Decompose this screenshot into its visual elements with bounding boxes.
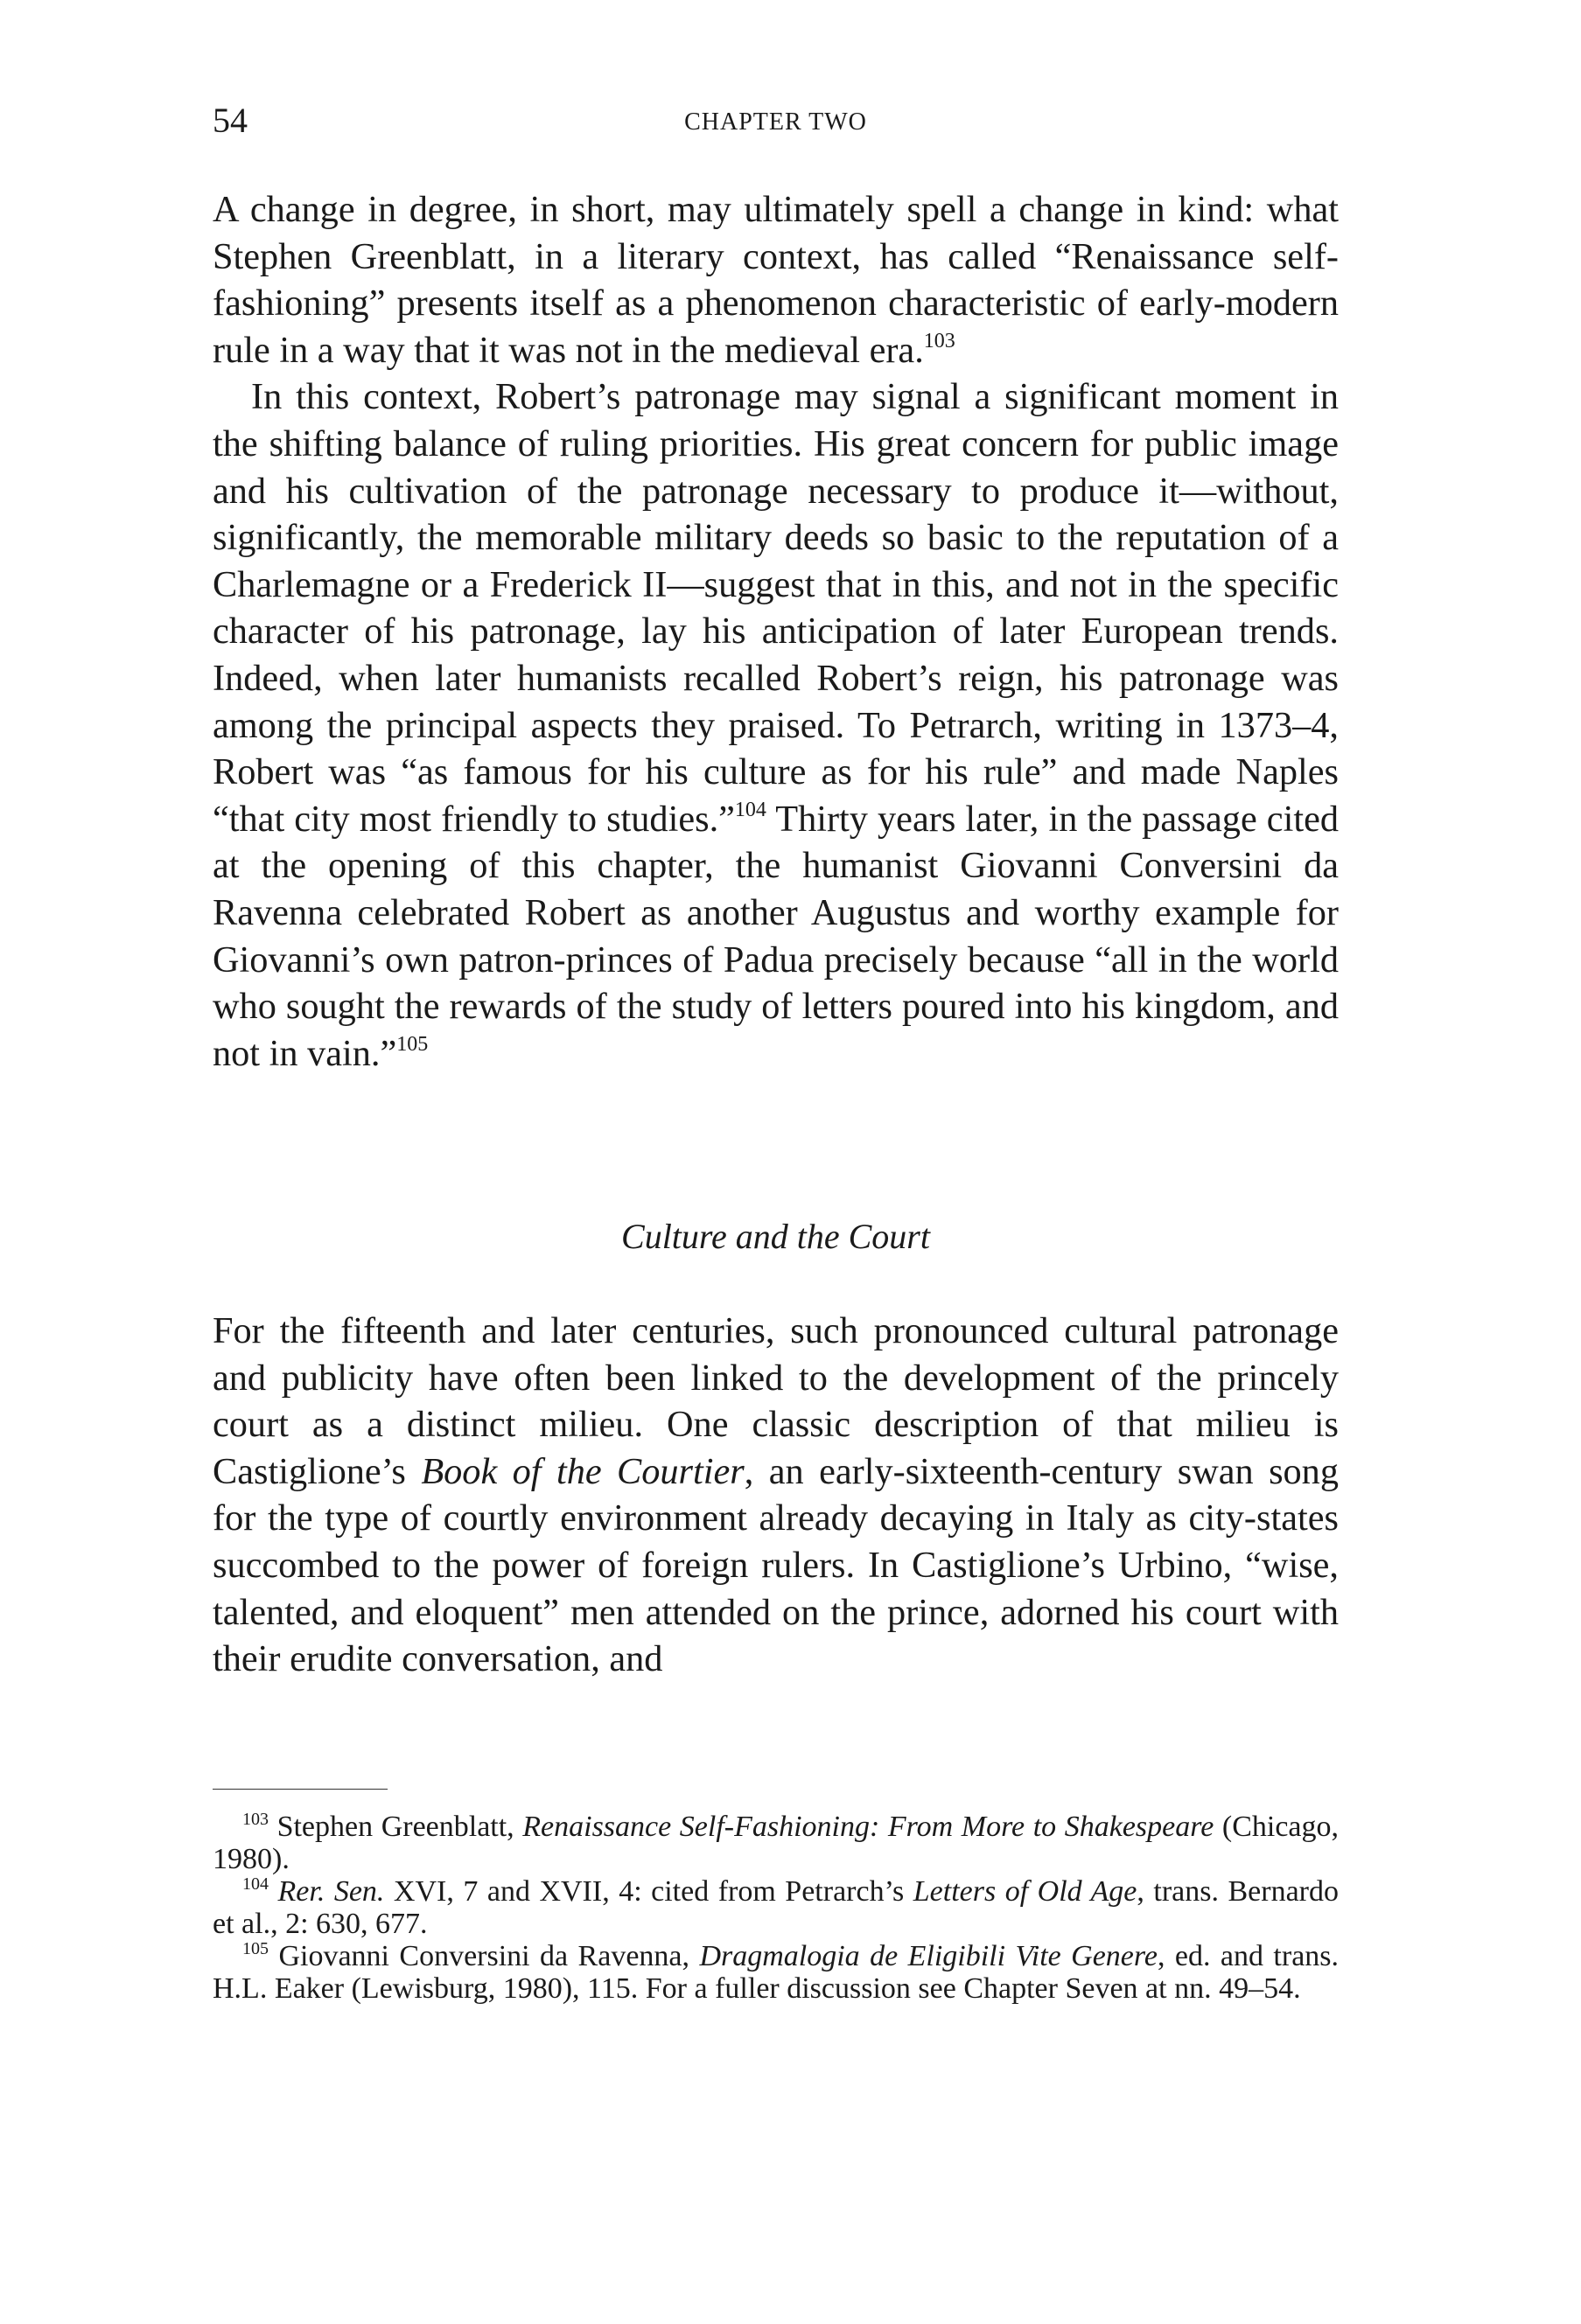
footnote-text: , trans. Bernardo et al., 2: 630, 677. — [213, 1875, 1339, 1940]
footnote-text: Giovanni Conversini da Ravenna, — [278, 1940, 700, 1972]
paragraph-2 — [213, 373, 1339, 1077]
footnote-title: Dragmalogia de Eligibili Vite Genere — [699, 1940, 1158, 1972]
footnote-105 — [213, 1940, 1339, 2005]
section-heading: Culture and the Court — [621, 1217, 930, 1256]
running-head — [213, 98, 1339, 150]
footnote-divider — [213, 1789, 388, 1790]
footnote-ref-104[interactable]: 104 — [734, 798, 766, 821]
footnote-number: 104 — [242, 1874, 269, 1894]
footnote-text: Stephen Greenblatt, — [276, 1811, 523, 1843]
paragraph-2-text-b: Thirty years later, in the passage cited at the opening of this chapter, the humanist Giovanni Conversini da Ravenna celebrated Robert as another Augustus and worthy example for Giovanni’s own patron-princes of Padua precisely because “all in the world who sought the rewards of the study of letters poured into his kingdom, and not in vain.” — [213, 798, 1339, 1074]
footnote-104 — [213, 1875, 1339, 1940]
paragraph-2-text-a: In this context, Robert’s patronage may signal a significant moment in the shifting balance of ruling priorities. His great concern for public image and his cultivation of the patronage necessary to produce it—without, significantly, the memorable military deeds so basic to the reputation of a Charlemagne or a Frederick II—suggest that in this, and not in the specific character of his patronage, lay his anticipation of later European trends. Indeed, when later humanists recalled Robert’s reign, his patronage was among the principal aspects they praised. To Petrarch, writing in 1373–4, Robert was “as famous for his culture as for his rule” and made Naples “that city most friendly to studies.” — [213, 376, 1339, 840]
paragraph-3 — [213, 1308, 1339, 1683]
paragraph-3-text-b: , an early-sixteenth-century swan song for the type of courtly environment already decaying in Italy as city-states succombed to the power of foreign rulers. In Castiglione’s Urbino, “wise, talented, and eloquent” men attended on the prince, adorned his court with their erudite conversation, and — [213, 1450, 1339, 1680]
chapter-title: CHAPTER TWO — [684, 108, 867, 136]
book-title-courtier: Book of the Courtier — [421, 1450, 745, 1492]
footnote-title: Renaissance Self-Fashioning: From More to Shakespeare — [522, 1811, 1214, 1843]
page-number: 54 — [213, 101, 248, 140]
footnote-ref-105[interactable]: 105 — [396, 1032, 429, 1056]
footnote-text: (Chicago, 1980). — [213, 1811, 1339, 1875]
footnote-text: XVI, 7 and XVII, 4: cited from Petrarch’s — [384, 1875, 913, 1908]
paragraph-1 — [213, 186, 1339, 373]
footnote-title: Letters of Old Age — [913, 1875, 1137, 1908]
body-text-upper — [213, 186, 1339, 1077]
footnote-title: Rer. Sen. — [277, 1875, 385, 1908]
body-text-lower — [213, 1308, 1339, 1683]
footnote-ref-103[interactable]: 103 — [923, 329, 955, 352]
footnote-103 — [213, 1811, 1339, 1875]
footnote-text: , ed. and trans. H.L. Eaker (Lewisburg, 1980), 115. For a fuller discussion see Chapter Seven at nn. 49–54. — [213, 1940, 1340, 2005]
footnotes — [213, 1811, 1339, 2005]
paragraph-1-text: A change in degree, in short, may ultimately spell a change in kind: what Stephen Greenblatt, in a literary context, has called “Renaissance self-fashioning” presents itself as a phenomenon characteristic of early-modern rule in a way that it was not in the medieval era. — [213, 189, 1339, 371]
footnote-number: 103 — [242, 1810, 269, 1829]
paragraph-3-text-a: For the fifteenth and later centuries, such pronounced cultural patronage and publicity have often been linked to the development of the princely court as a distinct milieu. One classic description of that milieu is Castiglione’s — [213, 1310, 1339, 1492]
footnote-number: 105 — [242, 1939, 269, 1958]
